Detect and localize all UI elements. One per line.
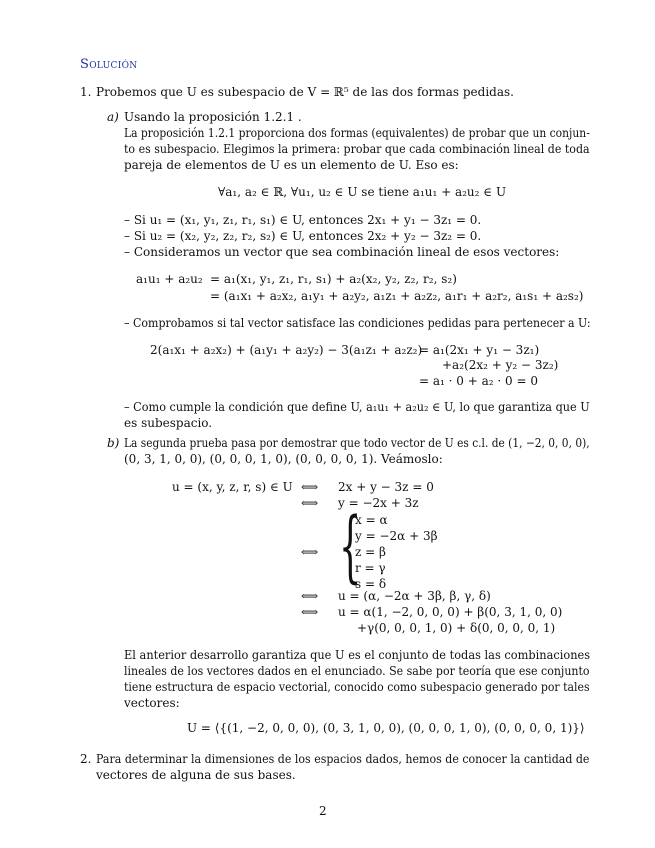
iff-symbol: ⟺ — [301, 496, 319, 510]
derivation-step-1: 2x + y − 3z = 0 — [338, 480, 434, 494]
check-text: – Comprobamos si tal vector satisface las condiciones pedidas para pertenecer a U: — [124, 316, 591, 330]
combination-line-2: = (a₁x₁ + a₂x₂, a₁y₁ + a₂y₂, a₁z₁ + a₂z₂, a₁r₁ + a₂r₂, a₁s₁ + a₂s₂) — [210, 289, 584, 303]
bullet-line: – Si u₁ = (x₁, y₁, z₁, r₁, s₁) ∈ U, entonces 2x₁ + y₁ − 3z₁ = 0. — [124, 213, 482, 227]
combination-line-1: = a₁(x₁, y₁, z₁, r₁, s₁) + a₂(x₂, y₂, z₂, r₂, s₂) — [210, 272, 457, 286]
subitem-a-conclusion-line: es subespacio. — [124, 416, 213, 430]
combination-lhs: a₁u₁ + a₂u₂ — [136, 272, 203, 286]
check-rhs-1: = a₁(2x₁ + y₁ − 3z₁) — [419, 343, 540, 357]
system-equation: x = α — [355, 513, 388, 527]
subitem-b-intro-line: La segunda prueba pasa por demostrar que todo vector de U es c.l. de (1, −2, 0, 0, 0), — [124, 436, 590, 450]
subitem-b-conclusion-line: lineales de los vectores dados en el enunciado. Se sabe por teoría que ese conjunto — [124, 664, 590, 678]
item1-intro: Probemos que U es subespacio de V = ℝ⁵ de las dos formas pedidas. — [96, 85, 514, 99]
system-equation: s = δ — [355, 577, 387, 591]
item-number-1: 1. — [80, 85, 92, 99]
bullet-line: – Consideramos un vector que sea combinación lineal de esos vectores: — [124, 245, 560, 259]
system-equation: z = β — [355, 545, 386, 559]
bullet-line: – Si u₂ = (x₂, y₂, z₂, r₂, s₂) ∈ U, entonces 2x₂ + y₂ − 3z₂ = 0. — [124, 229, 482, 243]
subitem-b-conclusion-line: tiene estructura de espacio vectorial, conocido como subespacio generado por tales — [124, 680, 590, 694]
iff-symbol: ⟺ — [301, 545, 319, 559]
item2-line: vectores de alguna de sus bases. — [96, 768, 296, 782]
derivation-lhs: u = (x, y, z, r, s) ∈ U — [172, 480, 293, 494]
subitem-a-title: Usando la proposición 1.2.1 . — [124, 110, 302, 124]
subitem-a-para-line: La proposición 1.2.1 proporciona dos formas (equivalentes) de probar que un conjun- — [124, 126, 590, 140]
iff-symbol: ⟺ — [301, 589, 319, 603]
closure-condition: ∀a₁, a₂ ∈ ℝ, ∀u₁, u₂ ∈ U se tiene a₁u₁ + a₂u₂ ∈ U — [218, 185, 507, 199]
solution-heading: Solución — [80, 57, 138, 72]
derivation-step-5: u = α(1, −2, 0, 0, 0) + β(0, 3, 1, 0, 0) — [338, 605, 563, 619]
derivation-step-2: y = −2x + 3z — [338, 496, 419, 510]
iff-symbol: ⟺ — [301, 605, 319, 619]
page-number: 2 — [319, 804, 327, 818]
check-lhs: 2(a₁x₁ + a₂x₂) + (a₁y₁ + a₂y₂) − 3(a₁z₁ + a₂z₂) — [150, 343, 423, 357]
subitem-a-label: a) — [107, 110, 119, 124]
system-brace: { — [339, 502, 362, 592]
subitem-b-conclusion-line: El anterior desarrollo garantiza que U es el conjunto de todas las combinaciones — [124, 648, 591, 662]
subitem-a-conclusion-line: – Como cumple la condición que define U, a₁u₁ + a₂u₂ ∈ U, lo que garantiza que U — [124, 400, 590, 414]
system-equation: r = γ — [355, 561, 386, 575]
check-rhs-3: = a₁ · 0 + a₂ · 0 = 0 — [419, 374, 538, 388]
subitem-b-conclusion-line: vectores: — [124, 696, 180, 710]
subitem-a-para-line: to es subespacio. Elegimos la primera: probar que cada combinación lineal de toda — [124, 142, 590, 156]
system-equation: y = −2α + 3β — [355, 529, 438, 543]
derivation-step-6: +γ(0, 0, 0, 1, 0) + δ(0, 0, 0, 0, 1) — [357, 621, 556, 635]
derivation-step-4: u = (α, −2α + 3β, β, γ, δ) — [338, 589, 491, 603]
subitem-b-label: b) — [107, 436, 120, 450]
check-rhs-2: +a₂(2x₂ + y₂ − 3z₂) — [442, 358, 559, 372]
iff-symbol: ⟺ — [301, 480, 319, 494]
subitem-b-intro-line: (0, 3, 1, 0, 0), (0, 0, 0, 1, 0), (0, 0, 0, 0, 1). Veámoslo: — [124, 452, 443, 466]
item2-line: Para determinar la dimensiones de los espacios dados, hemos de conocer la cantidad de — [96, 752, 590, 766]
item-number-2: 2. — [80, 752, 92, 766]
span-equation: U = ⟨{(1, −2, 0, 0, 0), (0, 3, 1, 0, 0), (0, 0, 0, 1, 0), (0, 0, 0, 0, 1)}⟩ — [187, 721, 585, 735]
subitem-a-para-line: pareja de elementos de U es un elemento de U. Eso es: — [124, 158, 459, 172]
